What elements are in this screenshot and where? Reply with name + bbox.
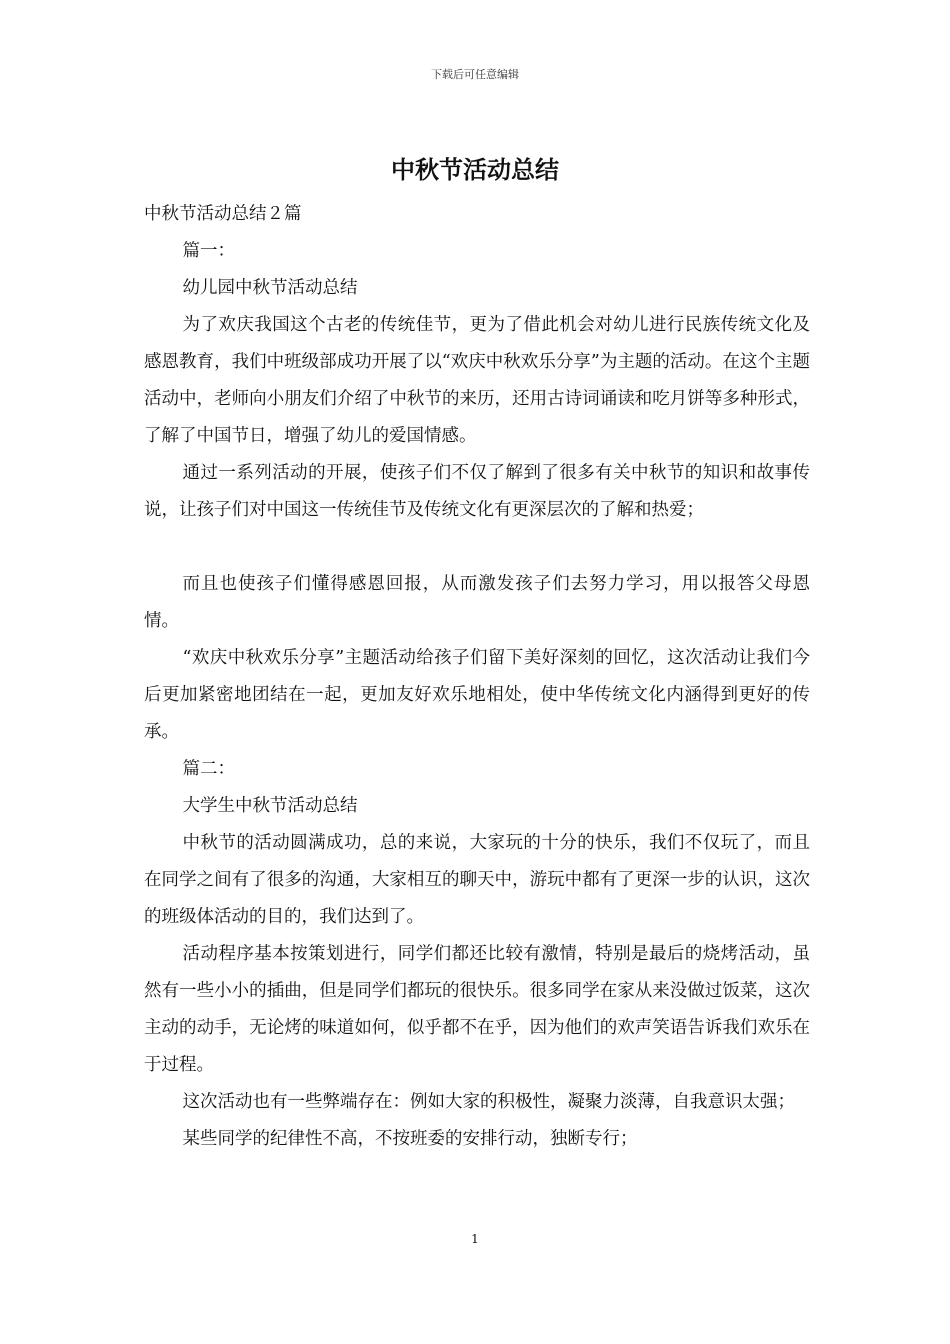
document-body	[144, 196, 810, 1158]
paragraph: 为了欢庆我国这个古老的传统佳节，更为了借此机会对幼儿进行民族传统文化及感恩教育，我们中班级部成功开展了以“欢庆中秋欢乐分享”为主题的活动。在这个主题活动中，老师向小朋友们介绍了中秋节的来历，还用古诗词诵读和吃月饼等多种形式，了解了中国节日，增强了幼儿的爱国情感。	[144, 315, 810, 446]
page-number: 1	[471, 1232, 479, 1246]
paragraph: 通过一系列活动的开展，使孩子们不仅了解到了很多有关中秋节的知识和故事传说，让孩子们对中国这一传统佳节及传统文化有更深层次的了解和热爱；	[144, 463, 810, 520]
paragraph: 活动程序基本按策划进行，同学们都还比较有激情，特别是最后的烧烤活动，虽然有一些小小的插曲，但是同学们都玩的很快乐。很多同学在家从来没做过饭菜，这次主动的动手，无论烤的味道如何，似乎都不在乎，因为他们的欢声笑语告诉我们欢乐在于过程。	[144, 944, 810, 1075]
part2-heading: 大学生中秋节活动总结	[182, 796, 358, 816]
part2-label: 篇二：	[182, 759, 235, 779]
paragraph: “欢庆中秋欢乐分享”主题活动给孩子们留下美好深刻的回忆，这次活动让我们今后更加紧密地团结在一起，更加友好欢乐地相处，使中华传统文化内涵得到更好的传承。	[144, 648, 810, 742]
part1-heading: 幼儿园中秋节活动总结	[182, 278, 358, 298]
document-title: 中秋节活动总结	[391, 155, 559, 184]
paragraph: 中秋节的活动圆满成功，总的来说，大家玩的十分的快乐，我们不仅玩了，而且在同学之间有了很多的沟通，大家相互的聊天中，游玩中都有了更深一步的认识，这次的班级体活动的目的，我们达到了。	[144, 833, 810, 927]
part1-label: 篇一：	[182, 241, 235, 261]
paragraph: 这次活动也有一些弊端存在：例如大家的积极性，凝聚力淡薄，自我意识太强；	[182, 1092, 795, 1112]
paragraph-gap	[144, 529, 810, 566]
document-subtitle: 中秋节活动总结２篇	[144, 204, 302, 224]
paragraph: 而且也使孩子们懂得感恩回报，从而激发孩子们去努力学习，用以报答父母恩情。	[144, 574, 810, 631]
header-note: 下载后可任意编辑	[431, 68, 519, 81]
paragraph: 某些同学的纪律性不高，不按班委的安排行动，独断专行；	[182, 1129, 638, 1149]
